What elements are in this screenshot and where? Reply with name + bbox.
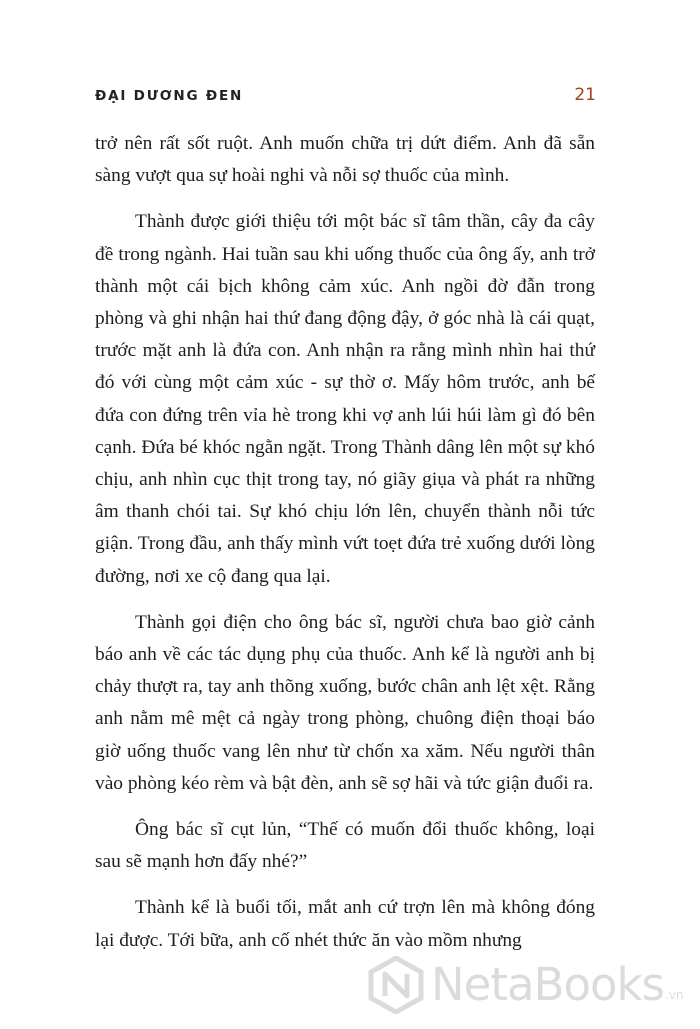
- paragraph: Thành gọi điện cho ông bác sĩ, người chưa bao giờ cảnh báo anh về các tác dụng phụ của thuốc. Anh kể là người anh bị chảy thượt ra, tay anh thõng xuống, bước chân anh lệt xệt. Rằng anh nằm mê mệt cả ngày trong phòng, chuông điện thoại báo giờ uống thuốc vang lên như từ chốn xa xăm. Nếu người thân vào phòng kéo rèm và bật đèn, anh sẽ sợ hãi và tức giận đuổi ra.: [95, 611, 595, 794]
- netabooks-n-logo-icon: [367, 956, 425, 1014]
- book-title: ĐẠI DƯƠNG ĐEN: [95, 88, 244, 104]
- page-number: 21: [574, 85, 596, 105]
- running-header: [95, 85, 596, 110]
- paragraph-quote: Ông bác sĩ cụt lủn, “Thế có muốn đổi thuốc không, loại sau sẽ mạnh hơn đấy nhé?”: [95, 819, 595, 873]
- body-text: [95, 128, 595, 971]
- paragraph: Thành được giới thiệu tới một bác sĩ tâm thần, cây đa cây đề trong ngành. Hai tuần sau khi uống thuốc của ông ấy, anh trở thành một cái bịch không cảm xúc. Anh ngồi đờ đẫn trong phòng và ghi nhận hai thứ đang động đậy, ở góc nhà là cái quạt, trước mặt anh là đứa con. Anh nhận ra rằng mình nhìn hai thứ đó với cùng một cảm xúc - sự thờ ơ. Mấy hôm trước, anh bế đứa con đứng trên vỉa hè trong khi vợ anh lúi húi làm gì đó bên cạnh. Đứa bé khóc ngằn ngặt. Trong Thành dâng lên một sự khó chịu, anh nhìn cục thịt trong tay, nó giãy giụa và phát ra những âm thanh chói tai. Sự khó chịu lớn lên, chuyển thành nỗi tức giận. Trong đầu, anh thấy mình vứt toẹt đứa trẻ xuống dưới lòng đường, nơi xe cộ đang qua lại.: [95, 211, 595, 587]
- watermark-brand: NetaBooks: [431, 958, 665, 1011]
- paragraph-continued: trở nên rất sốt ruột. Anh muốn chữa trị dứt điểm. Anh đã sẵn sàng vượt qua sự hoài nghi và nỗi sợ thuốc của mình.: [95, 133, 595, 187]
- watermark: [367, 952, 697, 1016]
- paragraph: Thành kể là buổi tối, mắt anh cứ trợn lên mà không đóng lại được. Tới bữa, anh cố nhét thức ăn vào mồm nhưng: [95, 897, 595, 951]
- watermark-suffix: .vn: [665, 988, 684, 1002]
